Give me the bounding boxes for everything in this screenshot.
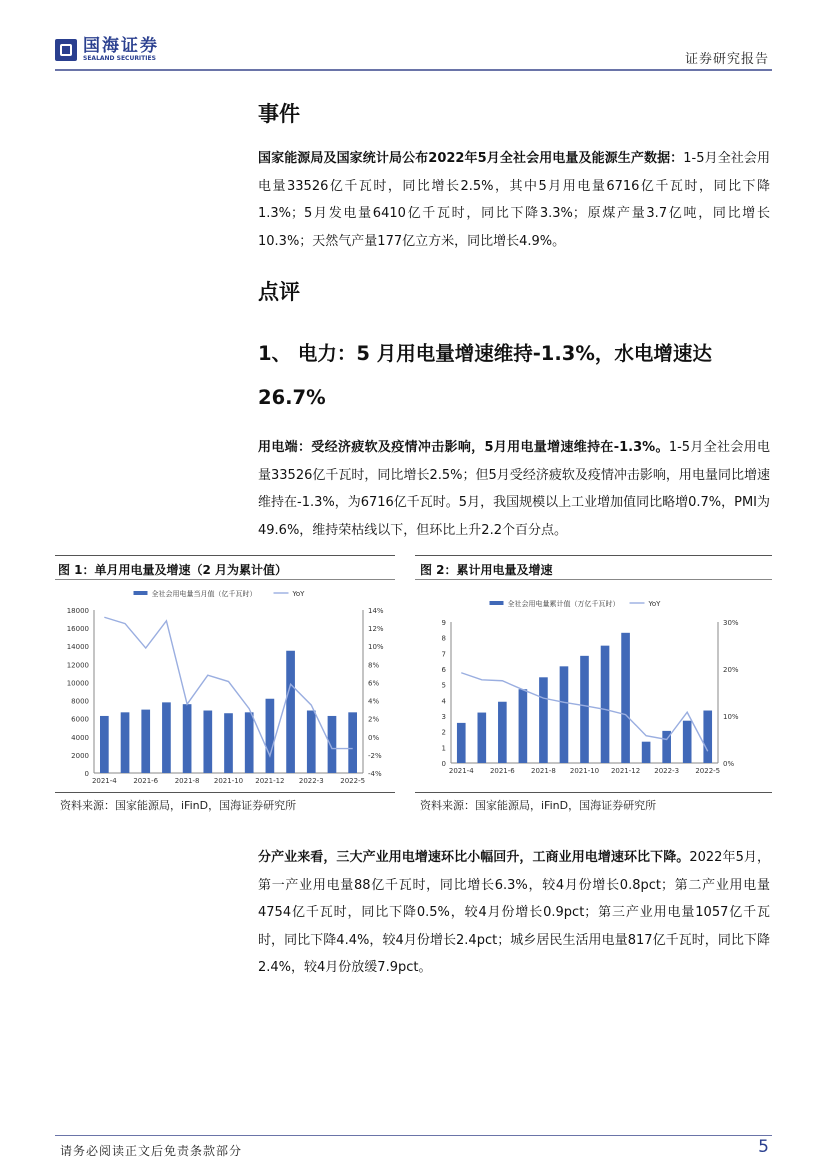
section-heading-power: 1、 电力：5 月用电量增速维持-1.3%，水电增速达26.7% (258, 342, 712, 409)
y-left-tick-label: 2 (441, 728, 446, 737)
figure1-bottom-rule (55, 792, 395, 793)
figure2-caption: 图 2：累计用电量及增速 (420, 563, 553, 577)
y-left-tick-label: 3 (441, 713, 446, 721)
bar (141, 710, 150, 773)
bar (580, 656, 589, 763)
y-left-tick-label: 8000 (71, 697, 89, 706)
y-right-tick-label: 12% (368, 625, 384, 634)
logo-mark-icon (55, 39, 77, 61)
logo-cn: 国海证券 (83, 36, 159, 56)
report-type: 证券研究报告 (684, 52, 769, 67)
power-paragraph (258, 434, 770, 544)
bar (601, 646, 610, 763)
page-number: 5 (758, 1137, 769, 1157)
y-left-tick-label: 6 (441, 666, 446, 674)
bar (328, 716, 337, 773)
bar (477, 713, 486, 763)
x-tick-label: 2022-5 (340, 777, 366, 785)
bar (245, 712, 254, 773)
y-right-tick-label: 6% (368, 679, 380, 688)
x-tick-label: 2021-6 (489, 767, 515, 775)
bar (642, 742, 651, 763)
x-tick-label: 2022-5 (695, 767, 721, 775)
event-body: 1-5月全社会用电量33526亿千瓦时，同比增长2.5%，其中5月用电量6716亿千瓦时，同比下降1.3%；5月发电量6410亿千瓦时，同比下降3.3%；原煤产量3.7亿吨，同比增长10.3%；天然气产量177亿立方米，同比增长4.9%。 (258, 151, 771, 249)
y-left-tick-label: 10000 (66, 679, 89, 688)
y-right-tick-label: 4% (368, 697, 380, 706)
x-tick-label: 2021-12 (255, 777, 285, 785)
header-divider (55, 69, 772, 71)
y-right-tick-label: 2% (368, 715, 380, 724)
bar (539, 677, 548, 763)
y-right-tick-label: 20% (723, 666, 739, 674)
y-left-tick-label: 0 (441, 760, 446, 768)
bar (183, 704, 192, 773)
x-tick-label: 2021-8 (531, 767, 556, 775)
legend-line-label: YoY (292, 590, 305, 598)
legend-bar-swatch (490, 601, 504, 605)
y-right-tick-label: -2% (368, 751, 382, 760)
y-left-tick-label: 2000 (71, 751, 89, 760)
section-title-event: 事件 (258, 102, 300, 126)
y-right-tick-label: 0% (723, 760, 735, 768)
industry-paragraph (258, 844, 770, 982)
legend-line-label: YoY (648, 600, 661, 608)
x-tick-label: 2021-4 (91, 777, 117, 785)
y-right-tick-label: 14% (368, 607, 384, 615)
bar (162, 702, 171, 773)
section-title-review: 点评 (258, 280, 300, 304)
y-left-tick-label: 1 (441, 744, 446, 753)
bar (498, 702, 507, 763)
bar (100, 716, 109, 773)
y-right-tick-label: -4% (368, 770, 382, 778)
company-logo (55, 38, 159, 62)
bar (703, 711, 712, 763)
y-left-tick-label: 8 (441, 634, 446, 643)
logo-en: SEALAND SECURITIES (83, 55, 156, 62)
y-left-tick-label: 12000 (66, 661, 89, 670)
figure2-top-rule (415, 555, 772, 556)
x-tick-label: 2021-12 (610, 767, 641, 775)
legend-bar-label: 全社会用电量累计值（万亿千瓦时） (507, 600, 620, 608)
legend-bar-swatch (134, 591, 148, 595)
x-tick-label: 2021-4 (448, 767, 474, 775)
x-tick-label: 2021-6 (133, 777, 159, 785)
x-tick-label: 2022-3 (654, 767, 680, 775)
y-right-tick-label: 10% (368, 643, 384, 652)
y-right-tick-label: 8% (368, 661, 380, 670)
event-paragraph (258, 145, 770, 255)
bar (121, 712, 130, 773)
figure1-caption: 图 1：单月用电量及增速（2 月为累计值） (58, 563, 288, 577)
chart-monthly-power (55, 580, 395, 790)
bar (224, 713, 233, 773)
y-right-tick-label: 30% (723, 619, 739, 627)
y-left-tick-label: 6000 (71, 715, 89, 724)
legend-bar-label: 全社会用电量当月值（亿千瓦时） (151, 590, 257, 598)
figure1-top-rule (55, 555, 395, 556)
bar (266, 699, 275, 773)
y-right-tick-label: 0% (368, 733, 380, 742)
p1-lead: 用电端：受经济疲软及疫情冲击影响，5月用电量增速维持在-1.3%。 (258, 440, 669, 455)
y-left-tick-label: 14000 (66, 643, 89, 652)
y-left-tick-label: 9 (441, 619, 446, 627)
bar (203, 711, 212, 773)
event-lead: 国家能源局及国家统计局公布2022年5月全社会用电量及能源生产数据： (258, 151, 684, 166)
bar (683, 721, 692, 763)
x-tick-label: 2021-8 (174, 777, 200, 785)
x-tick-label: 2021-10 (569, 767, 600, 775)
figure2-source: 资料来源：国家能源局，iFinD，国海证券研究所 (420, 799, 657, 812)
figure1-source: 资料来源：国家能源局，iFinD，国海证券研究所 (60, 799, 297, 812)
x-tick-label: 2021-10 (213, 777, 244, 785)
y-left-tick-label: 0 (84, 770, 89, 778)
footer-disclaimer: 请务必阅读正文后免责条款部分 (60, 1144, 243, 1158)
bar (307, 711, 316, 773)
bar (348, 712, 357, 773)
p2-body: 2022年5月，第一产业用电量88亿千瓦时，同比增长6.3%，较4月份增长0.8pct；第二产业用电量4754亿千瓦时，同比下降0.5%，较4月份增长0.9pct；第三产业用电量1057亿千瓦时，同比下降4.4%，较4月份增长2.4pct；城乡居民生活用电量817亿千瓦时，同比下降2.4%，较4月份放缓7.9pct。 (258, 850, 770, 975)
y-left-tick-label: 16000 (66, 625, 89, 634)
y-right-tick-label: 10% (723, 713, 739, 721)
bar (519, 689, 528, 763)
figure2-bottom-rule (415, 792, 772, 793)
bar (560, 666, 569, 763)
p1-body: 1-5月全社会用电量33526亿千瓦时，同比增长2.5%；但5月受经济疲软及疫情冲击影响，用电量同比增速维持在-1.3%，为6716亿千瓦时。5月，我国规模以上工业增加值同比略增0.7%，PMI为49.6%，维持荣枯线以下，但环比上升2.2个百分点。 (258, 440, 771, 538)
y-left-tick-label: 4 (441, 697, 446, 706)
y-left-tick-label: 5 (441, 681, 446, 690)
x-tick-label: 2022-3 (298, 777, 324, 785)
footer-divider (55, 1135, 772, 1136)
bar (286, 651, 295, 773)
bar (621, 633, 630, 763)
p2-lead: 分产业来看，三大产业用电增速环比小幅回升，工商业用电增速环比下降。 (258, 850, 690, 865)
chart-cumulative-power (415, 580, 772, 790)
y-left-tick-label: 4000 (71, 733, 89, 742)
bar (457, 723, 466, 763)
y-left-tick-label: 18000 (66, 607, 89, 615)
y-left-tick-label: 7 (441, 650, 446, 659)
